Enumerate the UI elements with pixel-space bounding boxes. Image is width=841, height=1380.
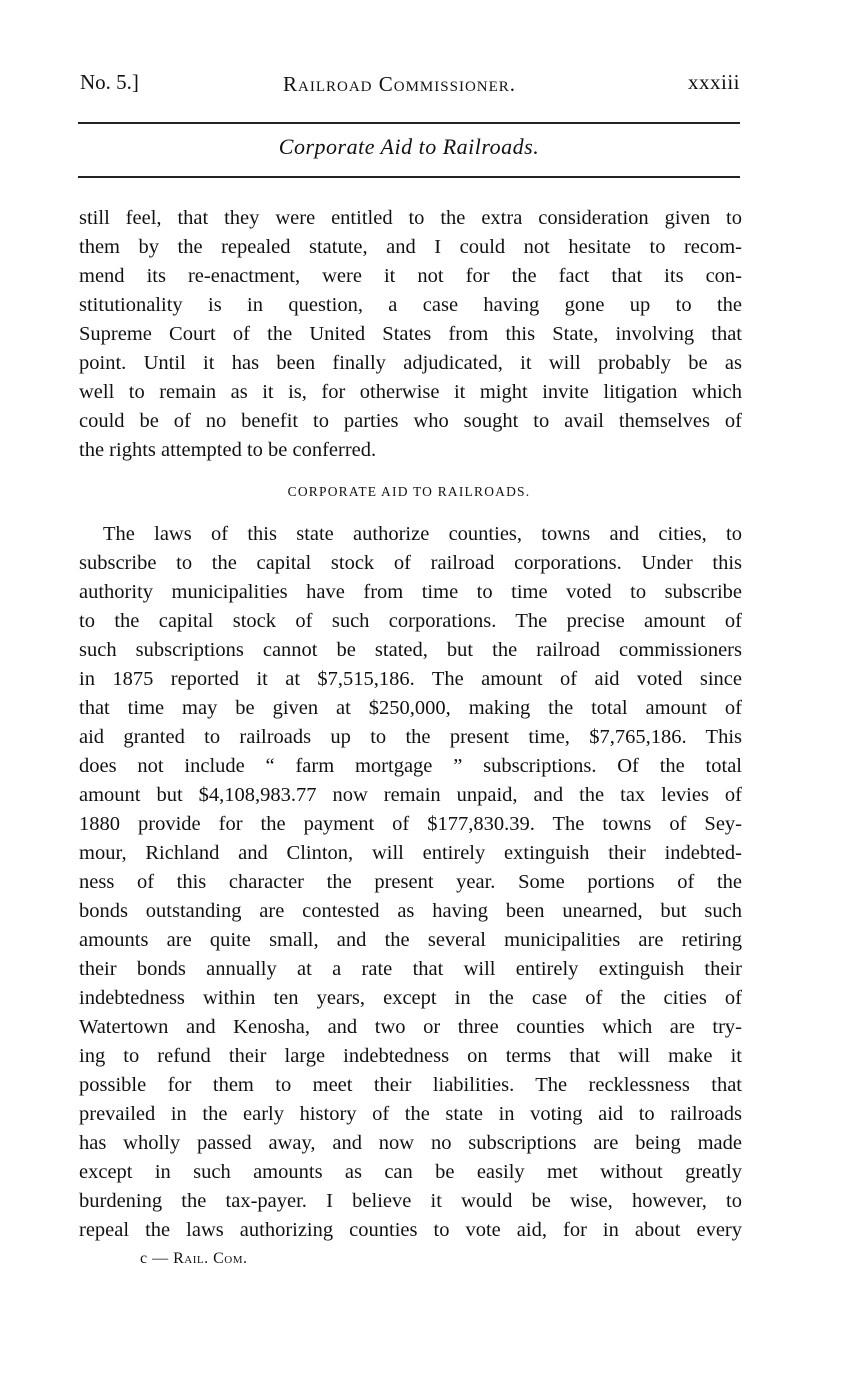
paragraph-continuation <box>79 204 742 465</box>
text-line: does not include “ farm mortgage ” subscriptions. Of the total <box>79 755 742 777</box>
text-line: prevailed in the early history of the state in voting aid to railroads <box>79 1103 742 1125</box>
signature-text: Rail. Com. <box>173 1250 248 1267</box>
text-line: mour, Richland and Clinton, will entirely extinguish their indebted- <box>79 842 742 864</box>
text-line: aid granted to railroads up to the present time, $7,765,186. This <box>79 726 742 748</box>
text-line: burdening the tax-payer. I believe it would be wise, however, to <box>79 1190 742 1212</box>
section-subtitle: Corporate Aid to Railroads. <box>278 134 540 159</box>
text-line: amounts are quite small, and the several municipalities are retiring <box>79 929 742 951</box>
text-line: well to remain as it is, for otherwise it might invite litigation which <box>79 381 742 403</box>
signature-mark <box>140 1250 248 1268</box>
text-line: the rights attempted to be conferred. <box>79 439 377 461</box>
text-line: still feel, that they were entitled to the extra consideration given to <box>79 207 742 229</box>
text-line: ing to refund their large indebtedness on terms that will make it <box>79 1045 742 1067</box>
text-line: them by the repealed statute, and I could not hesitate to recom- <box>79 236 742 258</box>
section-heading: CORPORATE AID TO RAILROADS. <box>287 484 531 499</box>
text-line: indebtedness within ten years, except in the case of the cities of <box>79 987 742 1009</box>
text-line: such subscriptions cannot be stated, but the railroad commissioners <box>79 639 742 661</box>
text-line: possible for them to meet their liabilities. The recklessness that <box>79 1074 742 1096</box>
text-line: ness of this character the present year. Some portions of the <box>79 871 742 893</box>
page-number: xxxiii <box>687 70 740 94</box>
paragraph-corporate-aid <box>79 520 742 1245</box>
document-number: No. 5.] <box>80 70 139 94</box>
text-line: repeal the laws authorizing counties to vote aid, for in about every <box>79 1219 742 1241</box>
text-line: Supreme Court of the United States from this State, involving that <box>79 323 742 345</box>
text-line: subscribe to the capital stock of railroad corporations. Under this <box>79 552 742 574</box>
text-line: their bonds annually at a rate that will entirely extinguish their <box>79 958 742 980</box>
text-line: 1880 provide for the payment of $177,830.39. The towns of Sey- <box>79 813 742 835</box>
text-line: authority municipalities have from time to time voted to subscribe <box>79 581 742 603</box>
text-line: point. Until it has been finally adjudicated, it will probably be as <box>79 352 742 374</box>
text-line: mend its re-enactment, were it not for the fact that its con- <box>79 265 742 287</box>
text-line: that time may be given at $250,000, making the total amount of <box>79 697 742 719</box>
text-line: to the capital stock of such corporations. The precise amount of <box>79 610 742 632</box>
header-rule-top <box>78 122 740 124</box>
text-line: Watertown and Kenosha, and two or three counties which are try- <box>79 1016 742 1038</box>
text-line: bonds outstanding are contested as having been unearned, but such <box>79 900 742 922</box>
running-title: Railroad Commissioner. <box>283 72 517 96</box>
text-line: in 1875 reported it at $7,515,186. The amount of aid voted since <box>79 668 742 690</box>
text-line: except in such amounts as can be easily met without greatly <box>79 1161 742 1183</box>
header-rule-bottom <box>78 176 740 178</box>
text-line: stitutionality is in question, a case having gone up to the <box>79 294 742 316</box>
text-line: amount but $4,108,983.77 now remain unpaid, and the tax levies of <box>79 784 742 806</box>
signature-prefix: c — <box>140 1250 174 1267</box>
page-header <box>78 70 740 106</box>
text-line: has wholly passed away, and now no subscriptions are being made <box>79 1132 742 1154</box>
text-line: The laws of this state authorize counties, towns and cities, to <box>103 523 742 545</box>
text-line: could be of no benefit to parties who sought to avail themselves of <box>79 410 742 432</box>
